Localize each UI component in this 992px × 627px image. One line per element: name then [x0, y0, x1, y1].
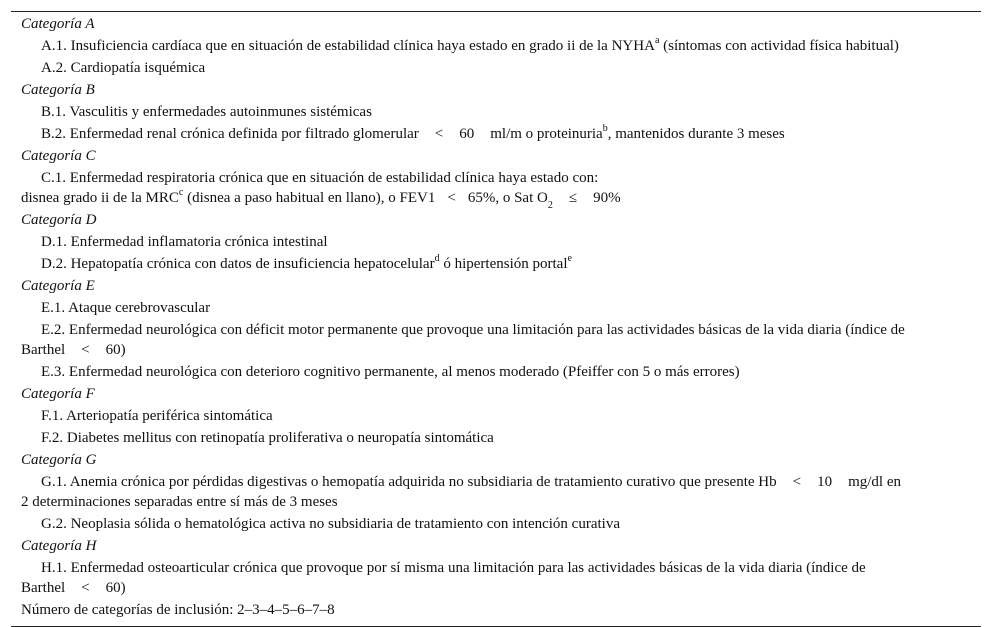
criterion-b2-unit: ml/m o proteinuria — [490, 126, 603, 142]
criterion-g1-value: 10 — [817, 474, 833, 490]
criterion-h1-operator: < — [81, 580, 90, 596]
criterion-d2-tail: ó hipertensión portal — [439, 256, 568, 272]
criterion-b2-text: B.2. Enfermedad renal crónica definida por filtrado glomerular — [41, 126, 419, 142]
footnote-d: d — [434, 253, 440, 264]
criterion-g1 — [11, 472, 981, 492]
category-h-title: Categoría H — [21, 538, 97, 554]
criterion-b1-text: B.1. Vasculitis y enfermedades autoinmunes sistémicas — [41, 104, 372, 120]
criterion-e3 — [11, 362, 981, 382]
criterion-d2-text: D.2. Hepatopatía crónica con datos de insuficiencia hepatocelular — [41, 256, 435, 272]
criterion-a2 — [11, 58, 981, 78]
criterion-e1 — [11, 298, 981, 318]
criterion-f2 — [11, 428, 981, 448]
inclusion-criteria-table — [11, 11, 981, 627]
category-a-title: Categoría A — [21, 16, 95, 32]
criterion-g2 — [11, 514, 981, 534]
criterion-c1-cont-text: disnea grado ii de la MRC — [21, 190, 179, 206]
criterion-d2 — [11, 254, 981, 274]
category-e-title: Categoría E — [21, 278, 95, 294]
criterion-c1-operator-lt: < — [447, 190, 456, 206]
category-b-title: Categoría B — [21, 82, 95, 98]
criterion-e2-operator: < — [81, 342, 90, 358]
criterion-e2-value: 60) — [105, 342, 126, 358]
criterion-e2-continuation — [11, 340, 981, 360]
criterion-h1-cont-text: Barthel — [21, 580, 66, 596]
criterion-h1-text: H.1. Enfermedad osteoarticular crónica que provoque por sí misma una limitación para las actividades básicas de la vida diaria (índice de — [41, 560, 866, 576]
footnote-a: a — [654, 35, 660, 46]
criterion-f2-text: F.2. Diabetes mellitus con retinopatía proliferativa o neuropatía sintomática — [41, 430, 494, 446]
criterion-e1-text: E.1. Ataque cerebrovascular — [41, 300, 211, 316]
criterion-g1-operator: < — [792, 474, 802, 490]
criterion-e2-text: E.2. Enfermedad neurológica con déficit motor permanente que provoque una limitación para las actividades básicas de la vida diaria (índice de — [41, 322, 905, 338]
criterion-b2-operator: < — [434, 126, 444, 142]
category-g-title: Categoría G — [21, 452, 97, 468]
criterion-c1-cont-mid: (disnea a paso habitual en llano), o FEV1 — [183, 190, 436, 206]
criterion-e2-cont-text: Barthel — [21, 342, 66, 358]
criterion-h1-continuation — [11, 578, 981, 598]
criterion-g1-cont-text: 2 determinaciones separadas entre sí más de 3 meses — [21, 494, 338, 510]
criterion-g1-text: G.1. Anemia crónica por pérdidas digestivas o hemopatía adquirida no subsidiaria de tratamiento curativo que presente Hb — [41, 474, 777, 490]
criterion-a1-text: A.1. Insuficiencia cardíaca que en situación de estabilidad clínica haya estado en grado ii de la NYHA — [41, 38, 655, 54]
criterion-c1-continuation — [11, 187, 981, 211]
footnote-e: e — [567, 253, 572, 264]
criterion-d1 — [11, 232, 981, 252]
criterion-b2-value: 60 — [459, 126, 475, 142]
criterion-e3-text: E.3. Enfermedad neurológica con deterioro cognitivo permanente, al menos moderado (Pfeiffer con 5 o más errores) — [41, 364, 740, 380]
criterion-d1-text: D.1. Enfermedad inflamatoria crónica intestinal — [41, 234, 328, 250]
criterion-h1 — [11, 558, 981, 578]
criterion-a1-tail: (síntomas con actividad física habitual) — [659, 38, 899, 54]
criterion-g2-text: G.2. Neoplasia sólida o hematológica activa no subsidiaria de tratamiento con intención curativa — [41, 516, 620, 532]
inclusion-count-footer: Número de categorías de inclusión: 2–3–4–5–6–7–8 — [21, 602, 335, 618]
footnote-b: b — [602, 123, 608, 134]
criterion-b2-tail: , mantenidos durante 3 meses — [607, 126, 785, 142]
criterion-c1 — [11, 168, 981, 188]
criterion-b2 — [11, 124, 981, 144]
criterion-e2 — [11, 320, 981, 340]
criterion-c1-sat-value: 90% — [593, 190, 621, 206]
category-c-title: Categoría C — [21, 148, 96, 164]
criterion-a2-text: A.2. Cardiopatía isquémica — [41, 60, 206, 76]
footnote-c: c — [178, 187, 184, 198]
criterion-g1-unit: mg/dl en — [848, 474, 901, 490]
criterion-c1-subscript: 2 — [547, 200, 553, 211]
category-d-title: Categoría D — [21, 212, 97, 228]
criterion-h1-value: 60) — [105, 580, 126, 596]
criterion-c1-text: C.1. Enfermedad respiratoria crónica que en situación de estabilidad clínica haya estado con: — [41, 170, 599, 186]
criterion-g1-continuation — [11, 492, 981, 512]
criterion-b1 — [11, 102, 981, 122]
category-f-title: Categoría F — [21, 386, 95, 402]
criterion-f1 — [11, 406, 981, 426]
criterion-a1 — [11, 36, 981, 56]
criterion-f1-text: F.1. Arteriopatía periférica sintomática — [41, 408, 273, 424]
criterion-c1-fev-value: 65%, o Sat O — [467, 190, 548, 206]
criterion-c1-operator-le: ≤ — [568, 190, 578, 206]
